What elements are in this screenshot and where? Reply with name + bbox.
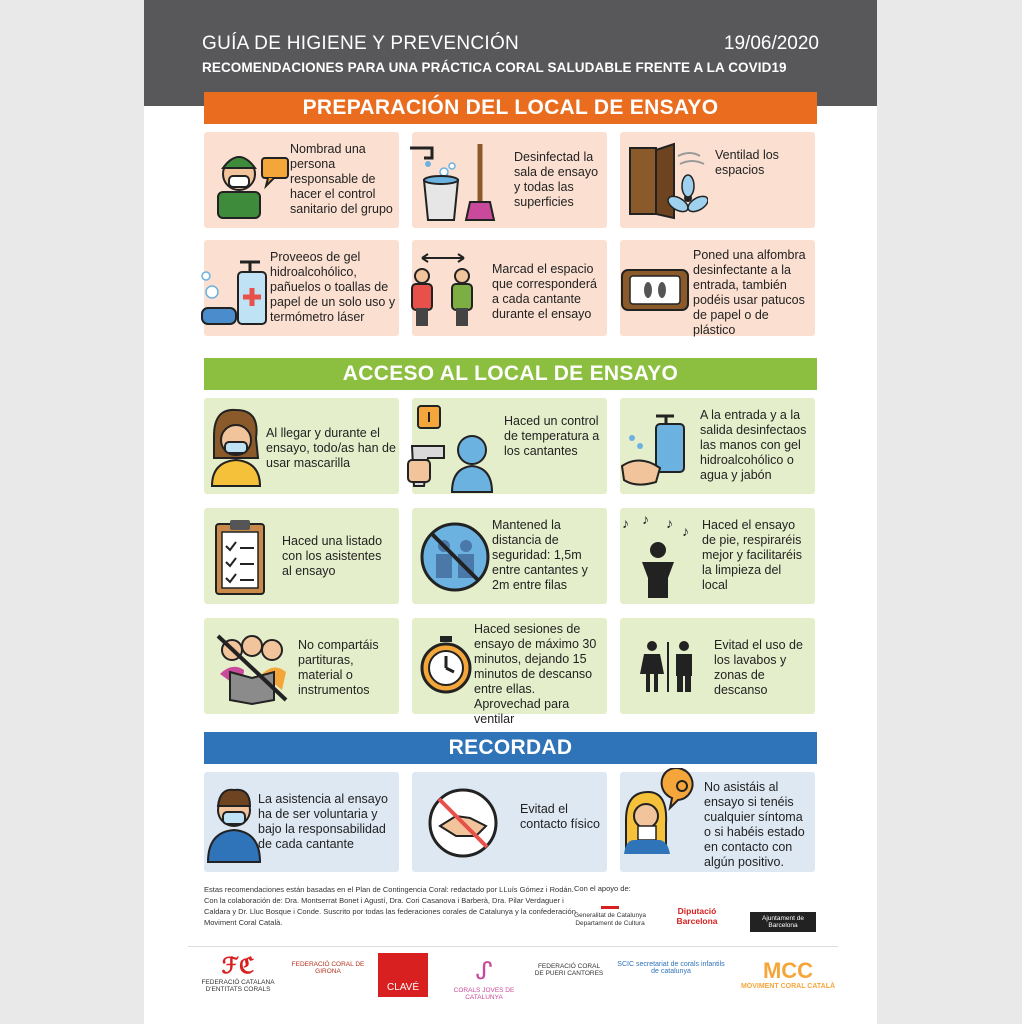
logo-label: CLAVÉ (386, 982, 420, 993)
support-label: Con el apoyo de: (574, 884, 631, 893)
guide-subtitle: RECOMENDACIONES PARA UNA PRÁCTICA CORAL SALUDABLE FRENTE A LA COVID19 (202, 60, 787, 75)
logo-diputacio (658, 906, 736, 926)
no-crowd-icon (418, 520, 492, 594)
card-symptoms (620, 772, 815, 872)
section-title-access: ACCESO AL LOCAL DE ENSAYO (204, 358, 817, 390)
logo-scic (616, 961, 726, 975)
svg-text:♪: ♪ (642, 512, 649, 527)
logo-label: FEDERACIÓ CORAL DE GIRONA (291, 961, 365, 975)
sanitizer-gel-icon (198, 248, 280, 330)
card-responsible-person (204, 132, 399, 228)
card-mat (620, 240, 815, 336)
window-fan-icon (626, 142, 708, 222)
card-text: Al llegar y durante el ensayo, todo/as han de usar mascarilla (266, 426, 396, 470)
card-text: A la entrada y a la salida desinfectaos las manos con gel hidroalcohólico o agua y jabón (700, 408, 807, 482)
card-no-sharing (204, 618, 399, 714)
health-worker-icon (212, 142, 296, 220)
header (144, 0, 877, 106)
sponsor-name: Generalitat de Catalunya Departament de Cultura (574, 912, 646, 927)
guide-date: 19/06/2020 (723, 33, 819, 54)
cleaning-bucket-icon (406, 138, 506, 222)
logo-mcc (740, 959, 836, 990)
logo-fcec (198, 953, 278, 993)
card-ventilate (620, 132, 815, 228)
svg-text:♪: ♪ (682, 523, 689, 539)
guide-title: GUÍA DE HIGIENE Y PREVENCIÓN (202, 33, 520, 54)
card-text: Proveeos de gel hidroalcohólico, pañuelos o toallas de papel de un solo uso y termómetro láser (270, 250, 396, 324)
card-restrooms (620, 618, 815, 714)
card-text: Poned una alfombra desinfectante a la entrada, también podéis usar patucos de papel o de plástico (693, 248, 806, 337)
sick-person-icon (620, 768, 704, 854)
card-voluntary (204, 772, 399, 872)
federation-logos (188, 946, 838, 1017)
sponsor-name: Ajuntament de Barcelona (762, 915, 804, 929)
card-text: La asistencia al ensayo ha de ser voluntaria y bajo la responsabilidad de cada cantante (258, 792, 388, 851)
card-disinfect-room (412, 132, 607, 228)
card-masks (204, 398, 399, 494)
woman-mask-icon (206, 406, 266, 488)
logo-ajuntament (750, 912, 816, 932)
card-stand (620, 508, 815, 604)
card-text: Evitad el contacto físico (520, 802, 600, 831)
corals-joves-mark: ᔑ (475, 958, 493, 985)
card-text: Ventilad los espacios (715, 148, 779, 177)
logo-clave (378, 953, 428, 997)
card-text: Evitad el uso de los lavabos y zonas de descanso (714, 638, 803, 697)
svg-text:♪: ♪ (666, 515, 673, 531)
section-title-remember: RECORDAD (204, 732, 817, 764)
clipboard-checklist-icon (212, 518, 268, 598)
card-temperature (412, 398, 607, 494)
mcc-mark: MCC (762, 958, 814, 983)
logo-label: CORALS JOVES DE CATALUNYA (453, 987, 515, 1001)
card-text: Haced una listado con los asistentes al ensayo (282, 534, 383, 578)
card-text: Haced sesiones de ensayo de máximo 30 minutos, dejando 15 minutos de descanso entre ellas. Aprovechad para ventilar (474, 622, 597, 726)
logo-label: FEDERACIÓ CATALANA D'ENTITATS CORALS (201, 979, 275, 993)
thermometer-check-icon (404, 404, 496, 494)
card-no-contact (412, 772, 607, 872)
card-distance (412, 508, 607, 604)
svg-text:♪: ♪ (622, 515, 629, 531)
card-text: Nombrad una persona responsable de hacer el control sanitario del grupo (290, 142, 393, 216)
card-attendance-list (204, 508, 399, 604)
card-text: No asistáis al ensayo si tenéis cualquier síntoma o si habéis estado en contacto con algún positivo. (704, 780, 805, 869)
card-supplies (204, 240, 399, 336)
distance-people-icon (408, 250, 478, 330)
logo-label: SCIC secretariat de corals infantils de catalunya (617, 961, 725, 975)
card-text: No compartáis partituras, material o instrumentos (298, 638, 379, 697)
card-text: Marcad el espacio que corresponderá a cada cantante durante el ensayo (492, 262, 597, 321)
card-text: Haced el ensayo de pie, respiraréis mejor y facilitaréis la limpieza del local (702, 518, 803, 592)
man-mask-icon (206, 782, 262, 864)
logo-corals-joves (444, 957, 524, 1001)
logo-label: MOVIMENT CORAL CATALÀ (740, 983, 836, 990)
hand-wash-icon (620, 406, 696, 488)
sponsor-name: Diputació Barcelona (676, 906, 718, 926)
logo-label: FEDERACIÓ CORAL DE PUERI CANTORES (534, 963, 604, 977)
restroom-icon (638, 640, 698, 694)
section-title-prep: PREPARACIÓN DEL LOCAL DE ENSAYO (204, 92, 817, 124)
fcec-mark: ℱℭ (221, 953, 255, 978)
disinfectant-mat-icon (620, 266, 690, 318)
standing-singer-icon (620, 512, 696, 600)
no-handshake-icon (426, 786, 500, 860)
logo-girona (288, 961, 368, 975)
card-short-sessions (412, 618, 607, 726)
card-hand-sanitize (620, 398, 815, 494)
card-text: Mantened la distancia de seguridad: 1,5m entre cantantes y 2m entre filas (492, 518, 588, 592)
card-mark-space (412, 240, 607, 336)
card-text: Desinfectad la sala de ensayo y todas las superficies (514, 150, 599, 209)
no-share-scores-icon (212, 630, 292, 706)
stopwatch-icon (418, 634, 474, 694)
card-text: Haced un control de temperatura a los cantantes (504, 414, 600, 458)
footer-note: Estas recomendaciones están basadas en el Plan de Contingencia Coral: redactado por LLuís Gómez i Rodán. Con la colaboración de: Dra. Montserrat Bonet i Agustí, Dra. Cori Casanova i Barberà, Dra. Pilar Verdaguer i Caldara y Dr. Lluc Bosque i Conde. Suscrito por todas las federaciones corales de Catalunya y la confederación Moviment Coral Català. (204, 885, 576, 927)
logo-generalitat (574, 906, 646, 928)
logo-pueri-cantores (534, 963, 604, 977)
poster (144, 0, 877, 1024)
